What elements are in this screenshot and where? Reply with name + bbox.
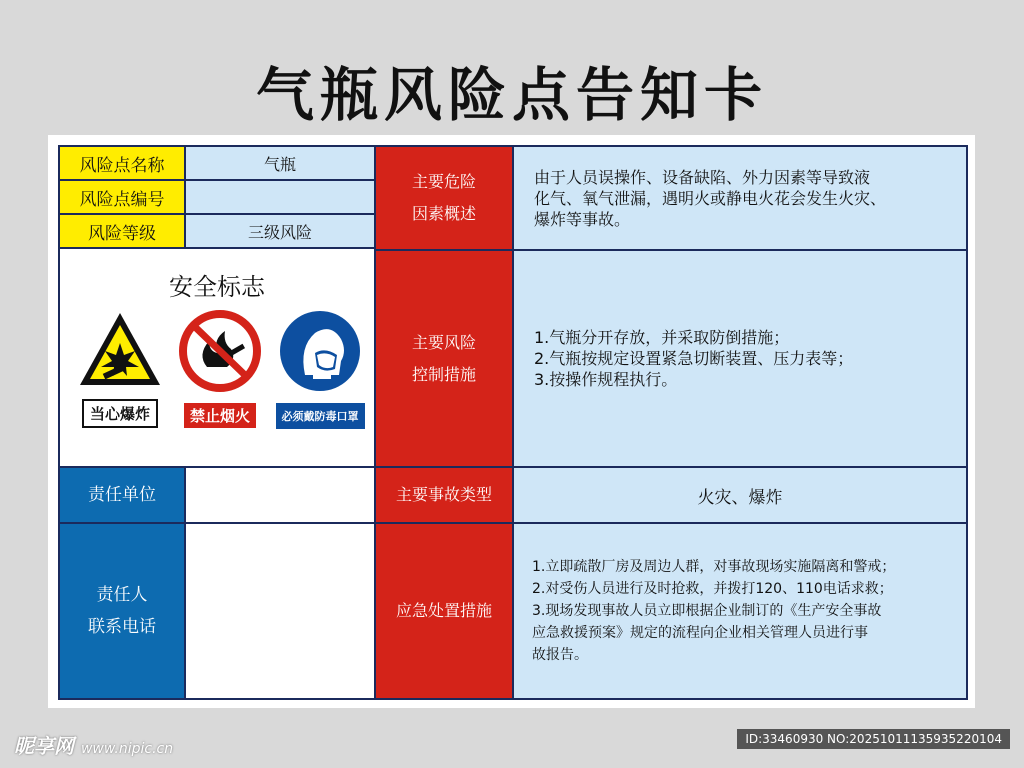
accident-type-value: 火灾、爆炸 bbox=[512, 466, 968, 524]
controls-label: 主要风险 控制措施 bbox=[374, 249, 514, 468]
sign-gas-mask bbox=[272, 309, 368, 429]
explosion-warning-icon bbox=[77, 309, 163, 389]
emergency-label: 应急处置措施 bbox=[374, 522, 514, 700]
responsible-person-label: 责任人 联系电话 bbox=[58, 522, 186, 700]
responsible-unit-value bbox=[184, 466, 376, 524]
sign-explosion bbox=[72, 309, 168, 428]
risk-name-value: 气瓶 bbox=[184, 145, 376, 181]
no-fire-icon bbox=[177, 309, 263, 393]
risk-level-label: 风险等级 bbox=[58, 213, 186, 249]
sign-no-fire bbox=[172, 309, 268, 428]
gas-mask-required-icon bbox=[277, 309, 363, 393]
page-title: 气瓶风险点告知卡 bbox=[255, 61, 768, 129]
watermark-id: ID:33460930 NO:20251011135935220104 bbox=[737, 729, 1010, 749]
risk-card bbox=[48, 135, 975, 708]
safety-signs-panel bbox=[58, 247, 376, 468]
hazards-label: 主要危险 因素概述 bbox=[374, 145, 514, 251]
responsible-unit-label: 责任单位 bbox=[58, 466, 186, 524]
hazards-text: 由于人员误操作、设备缺陷、外力因素等导致液 化气、氧气泄漏，遇明火或静电火花会发生火灾、 爆炸等事故。 bbox=[512, 145, 968, 251]
risk-code-label: 风险点编号 bbox=[58, 179, 186, 215]
sign-explosion-label: 当心爆炸 bbox=[82, 399, 158, 428]
safety-signs-heading: 安全标志 bbox=[169, 273, 265, 301]
watermark-brand: 昵享网 www.nipic.cn bbox=[14, 734, 174, 758]
sign-gas-mask-label: 必须戴防毒口罩 bbox=[276, 403, 365, 429]
responsible-person-value bbox=[184, 522, 376, 700]
sign-no-fire-label: 禁止烟火 bbox=[184, 403, 256, 428]
risk-code-value bbox=[184, 179, 376, 215]
risk-name-label: 风险点名称 bbox=[58, 145, 186, 181]
controls-text: 1.气瓶分开存放，并采取防倒措施； 2.气瓶按规定设置紧急切断装置、压力表等； 3.按操作规程执行。 bbox=[512, 249, 968, 468]
accident-type-label: 主要事故类型 bbox=[374, 466, 514, 524]
risk-level-value: 三级风险 bbox=[184, 213, 376, 249]
emergency-text: 1.立即疏散厂房及周边人群，对事故现场实施隔离和警戒； 2.对受伤人员进行及时抢救，并拨打120、110电话求救； 3.现场发现事故人员立即根据企业制订的《生产安全事故 应急救援预案》规定的流程向企业相关管理人员进行事 故报告。 bbox=[512, 522, 968, 700]
